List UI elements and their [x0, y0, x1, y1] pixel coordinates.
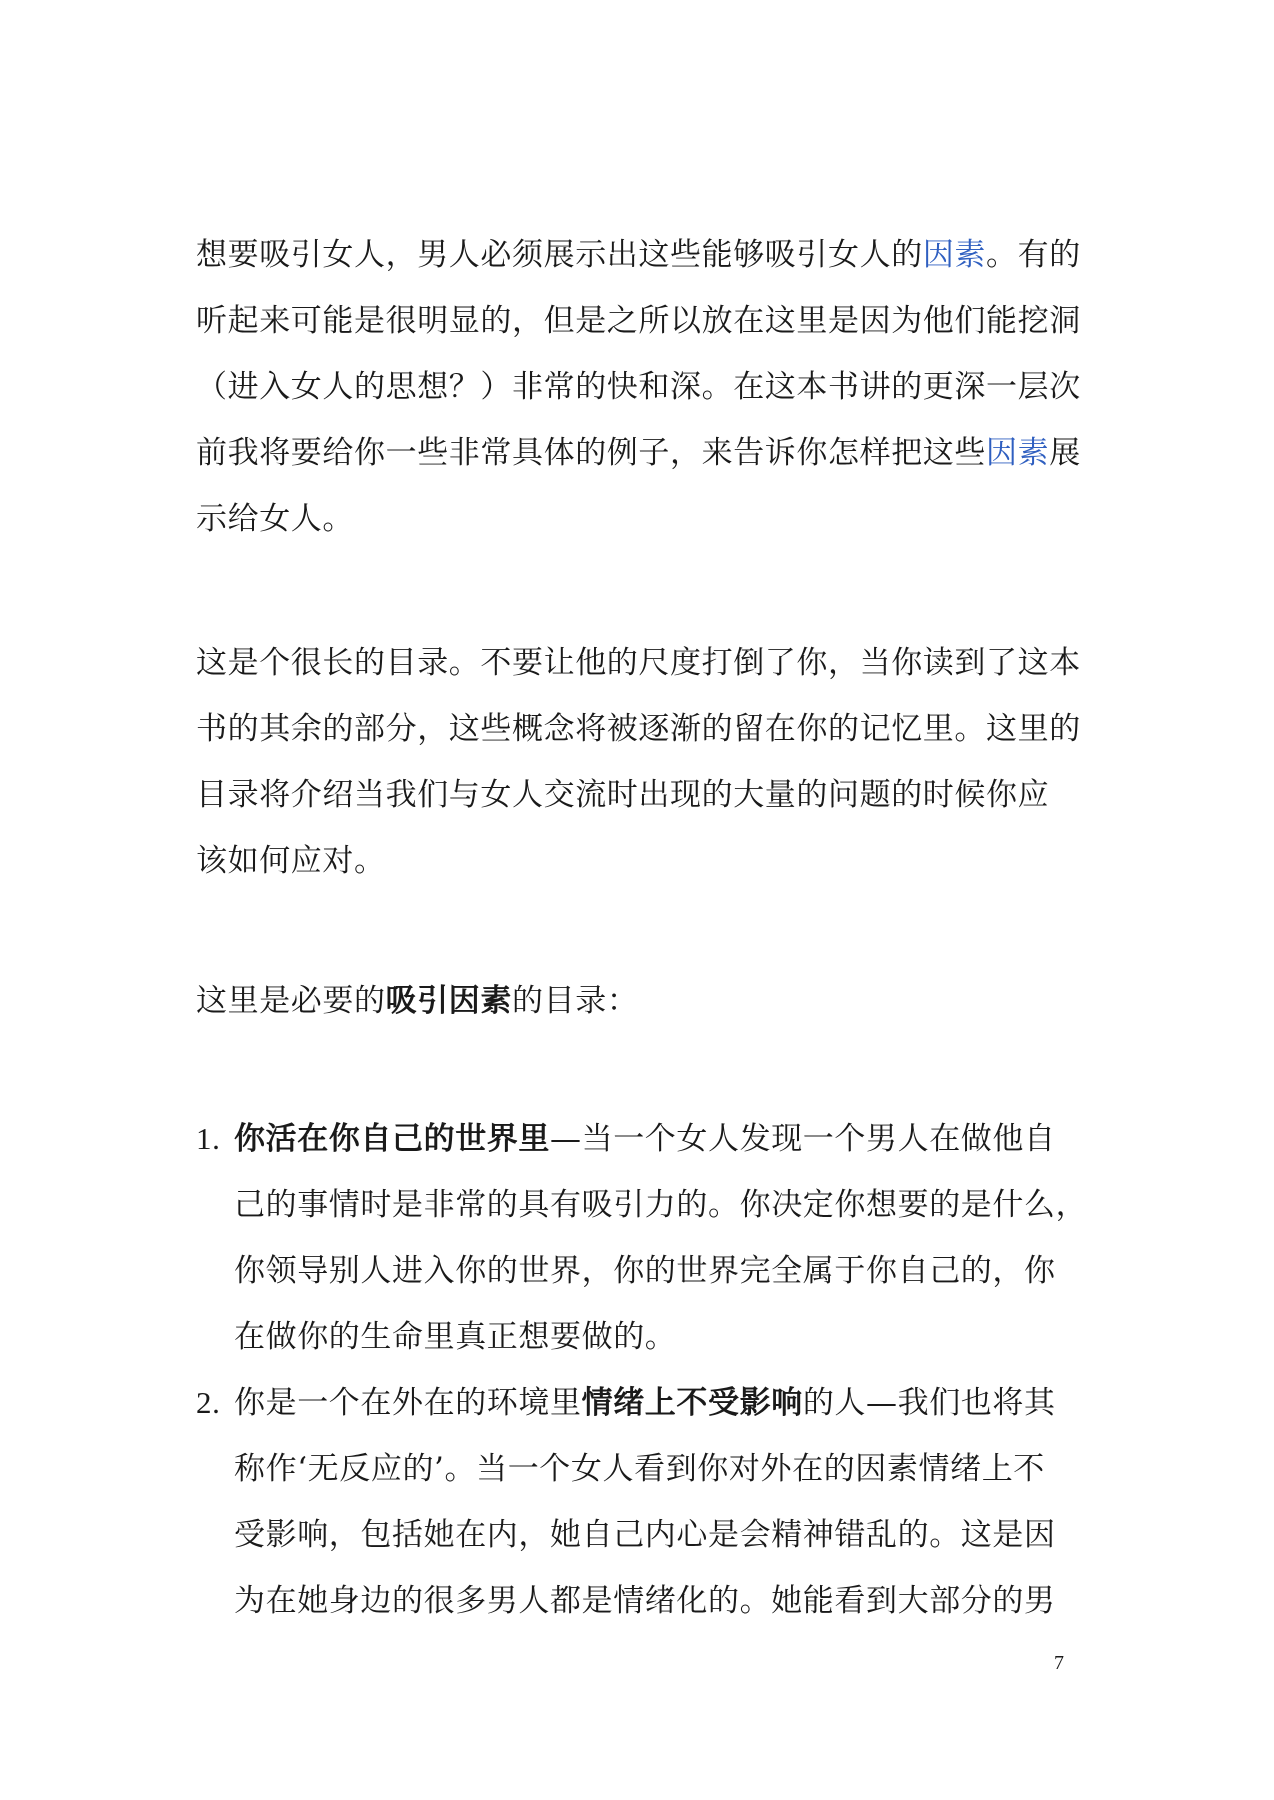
list-line: 受影响，包括她在内，她自己内心是会精神错乱的。这是因	[234, 1517, 1056, 1553]
list-item-body	[234, 1370, 1094, 1634]
list-number: 2.	[196, 1385, 221, 1420]
text-span: 你是一个在外在的环境里	[234, 1385, 582, 1421]
paragraph-line: 听起来可能是很明显的，但是之所以放在这里是因为他们能挖洞	[196, 303, 1081, 339]
paragraph-line	[196, 222, 1096, 288]
factor-link[interactable]: 因素	[986, 435, 1050, 471]
paragraph-line	[196, 420, 1096, 486]
list-line	[234, 1106, 1094, 1172]
paragraph-line: 这是个很长的目录。不要让他的尺度打倒了你，当你读到了这本	[196, 645, 1081, 681]
list-item-body	[234, 1106, 1094, 1370]
text-span: 这里是必要的	[196, 983, 386, 1019]
text-span: —当一个女人发现一个男人在做他自	[550, 1121, 1056, 1157]
paragraph-intro	[196, 222, 1096, 552]
text-span: 想要吸引女人，男人必须展示出这些能够吸引女人的	[196, 237, 923, 273]
text-span: 的人—我们也将其	[802, 1385, 1056, 1421]
list-line: 称作‘无反应的’。当一个女人看到你对外在的因素情绪上不	[234, 1451, 1045, 1487]
list-line: 在做你的生命里真正想要做的。	[234, 1319, 677, 1355]
list-line: 为在她身边的很多男人都是情绪化的。她能看到大部分的男	[234, 1583, 1056, 1619]
paragraph-line: 该如何应对。	[196, 843, 386, 879]
factor-link[interactable]: 因素	[922, 237, 987, 273]
text-span: 前我将要给你一些非常具体的例子，来告诉你怎样把这些	[196, 435, 986, 471]
paragraph-line	[196, 968, 1096, 1034]
list-line	[234, 1370, 1094, 1436]
text-span: 的目录：	[512, 983, 639, 1019]
paragraph-list-note	[196, 630, 1096, 894]
paragraph-line: 书的其余的部分，这些概念将被逐渐的留在你的记忆里。这里的	[196, 711, 1081, 747]
bold-term: 情绪上不受影响	[581, 1385, 803, 1421]
paragraph-line: 示给女人。	[196, 501, 354, 537]
paragraph-line: 目录将介绍当我们与女人交流时出现的大量的问题的时候你应	[196, 777, 1050, 813]
list-line: 己的事情时是非常的具有吸引力的。你决定你想要的是什么，	[234, 1187, 1088, 1223]
text-span: 。有的	[986, 237, 1081, 273]
bold-term: 你活在你自己的世界里	[234, 1121, 550, 1157]
paragraph-list-heading	[196, 968, 1096, 1034]
paragraph-line: （进入女人的思想？）非常的快和深。在这本书讲的更深一层次	[196, 369, 1081, 405]
bold-term: 吸引因素	[385, 983, 513, 1019]
text-span: 展	[1049, 435, 1081, 471]
page-number: 7	[1054, 1652, 1064, 1674]
list-number: 1.	[196, 1121, 221, 1156]
list-line: 你领导别人进入你的世界，你的世界完全属于你自己的，你	[234, 1253, 1056, 1289]
